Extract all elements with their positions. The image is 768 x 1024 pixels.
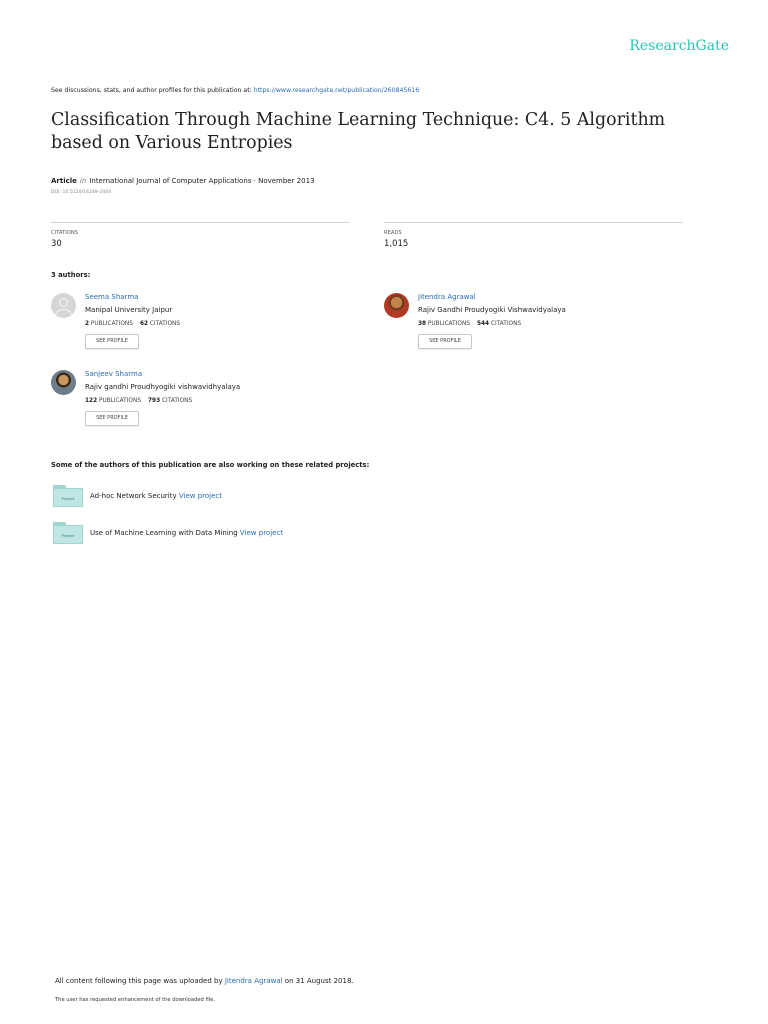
author-stats bbox=[85, 321, 180, 327]
see-profile-button[interactable]: SEE PROFILE bbox=[418, 334, 472, 349]
uploader-link[interactable]: Jitendra Agrawal bbox=[224, 977, 283, 985]
author-institution: Rajiv Gandhi Proudyogiki Vishwavidyalaya bbox=[418, 306, 566, 314]
see-profile-button[interactable]: SEE PROFILE bbox=[85, 334, 139, 349]
citations-value: 30 bbox=[51, 239, 62, 249]
upload-suffix: on 31 August 2018. bbox=[284, 977, 354, 985]
project-item bbox=[53, 485, 453, 507]
project-folder-label: Project bbox=[53, 525, 83, 544]
upload-prefix: All content following this page was uploaded by bbox=[55, 977, 223, 985]
publication-meta bbox=[51, 177, 315, 185]
project-title: Ad-hoc Network Security bbox=[90, 492, 177, 500]
author-stats bbox=[418, 321, 521, 327]
project-text bbox=[90, 492, 222, 500]
enhancement-note: The user has requested enhancement of the downloaded file. bbox=[55, 997, 216, 1003]
authors-count: 3 authors: bbox=[51, 271, 91, 279]
publications-count: 2 bbox=[85, 321, 90, 327]
reads-divider bbox=[384, 222, 683, 223]
author-stats bbox=[85, 398, 192, 404]
article-type: Article bbox=[51, 177, 77, 185]
view-project-link[interactable]: View project bbox=[239, 529, 284, 537]
citations-label: CITATIONS bbox=[149, 321, 181, 327]
discussion-line bbox=[51, 87, 419, 94]
doi: DOI: 10.5120/14249-2444 bbox=[51, 190, 112, 195]
project-title: Use of Machine Learning with Data Mining bbox=[90, 529, 238, 537]
person-placeholder-icon[interactable] bbox=[51, 293, 76, 318]
citations-label: CITATIONS bbox=[51, 230, 79, 236]
citations-count: 544 bbox=[476, 321, 490, 327]
researchgate-logo[interactable]: ResearchGate bbox=[629, 38, 729, 54]
author-card bbox=[384, 293, 684, 357]
publications-label: PUBLICATIONS bbox=[90, 321, 133, 327]
publications-count: 38 bbox=[418, 321, 427, 327]
author-name-link[interactable]: Seema Sharma bbox=[85, 293, 139, 301]
citations-label: CITATIONS bbox=[161, 398, 193, 404]
reads-label: READS bbox=[384, 230, 402, 236]
discussion-prefix: See discussions, stats, and author profiles for this publication at: bbox=[51, 87, 254, 94]
citations-count: 62 bbox=[139, 321, 149, 327]
publication-title: Classification Through Machine Learning Technique: C4. 5 Algorithm based on Various Entropies bbox=[51, 110, 666, 153]
citations-count: 793 bbox=[148, 398, 161, 404]
in-label: in bbox=[79, 177, 87, 185]
author-card bbox=[51, 370, 351, 434]
journal-name: International Journal of Computer Applications · November 2013 bbox=[89, 177, 315, 185]
project-item bbox=[53, 522, 453, 544]
citations-label: CITATIONS bbox=[490, 321, 522, 327]
author-photo[interactable] bbox=[384, 293, 409, 318]
reads-value: 1,015 bbox=[384, 239, 409, 249]
see-profile-button[interactable]: SEE PROFILE bbox=[85, 411, 139, 426]
author-card bbox=[51, 293, 351, 357]
author-name-link[interactable]: Sanjeev Sharma bbox=[85, 370, 143, 378]
publication-url-link[interactable]: https://www.researchgate.net/publication/260845616 bbox=[253, 87, 420, 94]
author-institution: Rajiv gandhi Proudhyogiki vishwavidhyalaya bbox=[85, 383, 241, 391]
author-institution: Manipal University Jaipur bbox=[85, 306, 173, 314]
project-folder-label: Project bbox=[53, 488, 83, 507]
author-name-link[interactable]: Jitendra Agrawal bbox=[418, 293, 476, 301]
citations-divider bbox=[51, 222, 350, 223]
publications-label: PUBLICATIONS bbox=[98, 398, 142, 404]
project-folder-icon bbox=[53, 485, 83, 507]
project-text bbox=[90, 529, 283, 537]
author-photo[interactable] bbox=[51, 370, 76, 395]
related-projects-heading: Some of the authors of this publication are also working on these related projects: bbox=[51, 461, 370, 469]
upload-notice bbox=[55, 977, 354, 985]
project-folder-icon bbox=[53, 522, 83, 544]
publications-label: PUBLICATIONS bbox=[427, 321, 470, 327]
view-project-link[interactable]: View project bbox=[178, 492, 222, 500]
publications-count: 122 bbox=[85, 398, 98, 404]
